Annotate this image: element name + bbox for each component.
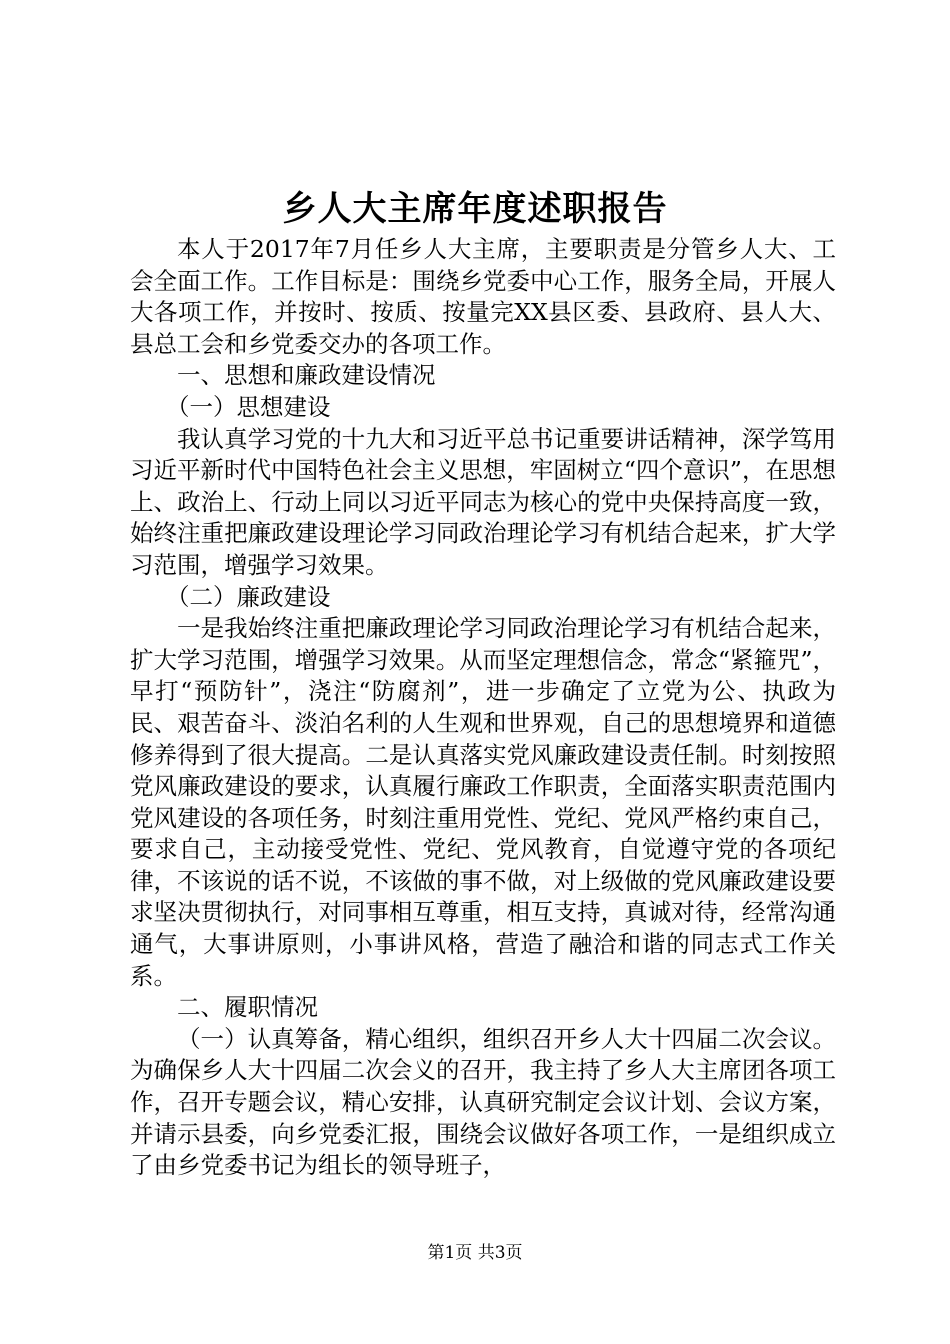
subsection-heading-integrity: （二）廉政建设 [166,582,331,611]
page-footer: 第1页 共3页 [427,1243,523,1263]
subsection-heading-thought: （一）思想建设 [166,392,331,421]
integrity-paragraph: 一是我始终注重把廉政理论学习同政治理论学习有机结合起来，扩大学习范围，增强学习效果。从而坚定理想信念，常念“紧箍咒”，早打“预防针”，浇注“防腐剂”，进一步确定了立党为公、执政为民、艰苦奋斗、淡泊名利的人生观和世界观，自己的思想境界和道德修养得到了很大提高。二是认真落实党风廉政建设责任制。时刻按照党风廉政建设的要求，认真履行廉政工作职责，全面落实职责范围内党风建设的各项任务，时刻注重用党性、党纪、党风严格约束自己，要求自己，主动接受党性、党纪、党风教育，自觉遵守党的各项纪律，不该说的话不说，不该做的事不做，对上级做的党风廉政建设要求坚决贯彻执行，对同事相互尊重，相互支持，真诚对待，经常沟通通气，大事讲原则，小事讲风格，营造了融洽和谐的同志式工作关系。 [130,614,836,990]
section-heading-ideology: 一、思想和廉政建设情况 [177,361,436,390]
document-title: 乡人大主席年度述职报告 [282,189,668,229]
document-body [130,234,836,1182]
intro-paragraph: 本人于2017年7月任乡人大主席，主要职责是分管乡人大、工会全面工作。工作目标是：围绕乡党委中心工作，服务全局，开展人大各项工作，并按时、按质、按量完XX县区委、县政府、县人大、县总工会和乡党委交办的各项工作。 [130,235,836,358]
section-heading-duties: 二、履职情况 [177,993,318,1022]
thought-paragraph: 我认真学习党的十九大和习近平总书记重要讲话精神，深学笃用习近平新时代中国特色社会主义思想，牢固树立“四个意识”，在思想上、政治上、行动上同以习近平同志为核心的党中央保持高度一致，始终注重把廉政建设理论学习同政治理论学习有机结合起来，扩大学习范围，增强学习效果。 [130,424,836,579]
duties-paragraph: （一）认真筹备，精心组织，组织召开乡人大十四届二次会议。为确保乡人大十四届二次会义的召开，我主持了乡人大主席团各项工作，召开专题会议，精心安排，认真研究制定会议计划、会议方案，并请示县委，向乡党委汇报，围绕会议做好各项工作，一是组织成立了由乡党委书记为组长的领导班子， [130,1024,836,1180]
